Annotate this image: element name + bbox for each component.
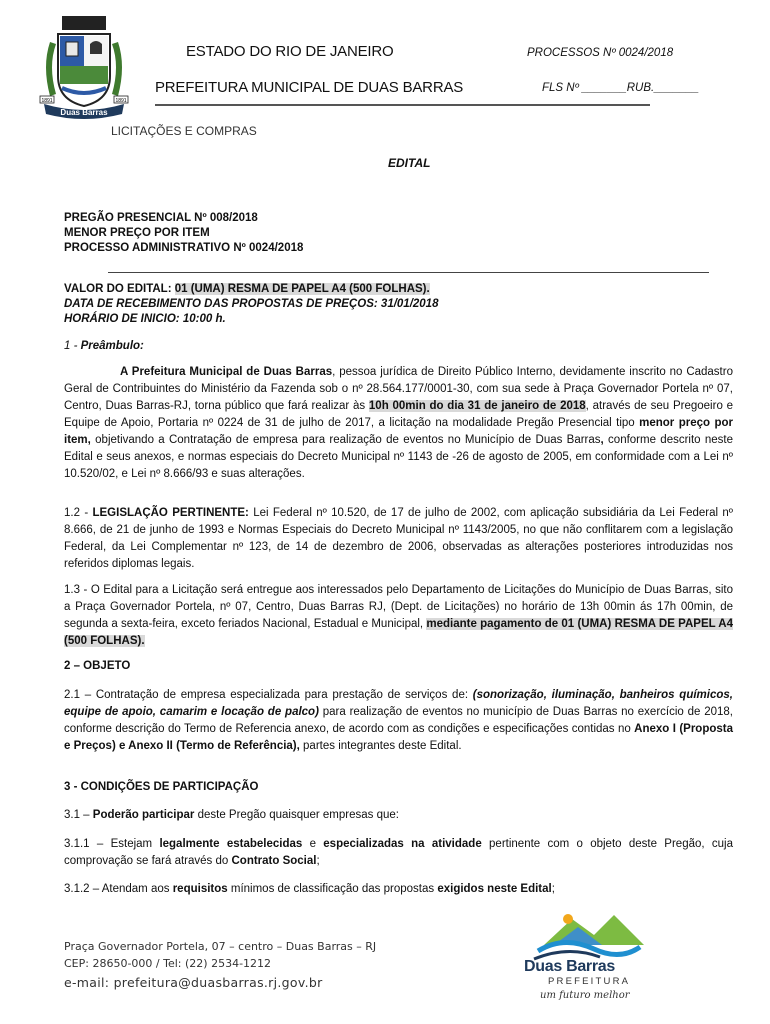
text: para realização de eventos no município de Duas Barras no exercício de 2018, conforme descrição do Termo de Referencia anexo, de acordo com as condições e especificações contidas no [64,706,734,735]
header-divider [155,104,650,106]
text-bold: Contrato Social [231,855,317,867]
coat-of-arms-icon [36,16,132,126]
section-1-heading [64,338,733,355]
text-bold: Poderão participar [92,809,195,821]
text-bold: requisitos [172,883,228,895]
text-bold: LEGISLAÇÃO PERTINENTE: [92,507,249,519]
section-1-number: 1 - [64,340,81,352]
text-bold: , [600,434,604,446]
text: 2.1 – Contratação de empresa especializada para prestação de serviços de: [64,689,473,701]
section-2-heading: 2 – OBJETO [64,660,131,672]
text: pertinente com o objeto deste Pregão, cuja comprovação se fará através do [64,838,733,867]
paragraph-2-1 [64,687,733,755]
text-bold: Anexo I (Proposta e Preços) e Anexo II (Termo de Referência), [64,723,733,752]
document-title: EDITAL [388,156,431,170]
logo-subtitle: PREFEITURA [548,976,631,987]
paragraph-1-2 [64,505,733,573]
text: Lei Federal nº 10.520, de 17 de julho de 2002, com aplicação subsidiária da Lei Federal nº 8.666, de 21 de junho de 1993 e Normas Especiais do Decreto Municipal nº 1143/2005, no que não conflitarem com a legislação Federal, da Lei Complementar nº 123, de 14 de dezembro de 2006, observadas as alterações posteriores introduzidas nos referidos diplomas legais. [64,507,733,570]
crest-left-date: 1891 [41,98,53,104]
text: deste Pregão quaisquer empresas que: [194,809,399,821]
section-label: LICITAÇÕES E COMPRAS [111,124,257,138]
text: 3.1 – [64,809,93,821]
paragraph-3-1-2 [64,881,733,898]
header-city: PREFEITURA MUNICIPAL DE DUAS BARRAS [155,79,464,96]
text: conforme descrito neste Edital e seus anexos, e normas especiais do Decreto Municipal nº 1143 de -26 de agosto de 2005, em conformidade com a Lei nº 10.520/02, e Lei nº 8.666/93 e suas alterações. [64,434,733,480]
text-bold: legalmente estabelecidas [159,838,303,850]
header-state: ESTADO DO RIO DE JANEIRO [186,43,394,60]
text-bold: especializadas na atividade [323,838,482,850]
text-highlight: 10h 00min do dia 31 de janeiro de 2018 [368,400,586,412]
processo-administrativo: PROCESSO ADMINISTRATIVO Nº 0024/2018 [64,242,304,254]
text-bold: exigidos neste Edital [437,883,552,895]
text-highlight: mediante pagamento de 01 (UMA) RESMA DE PAPEL A4 (500 FOLHAS). [64,618,733,647]
header-fls: FLS Nº _______RUB._______ [542,82,700,94]
text-bold: A Prefeitura Municipal de Duas Barras [120,366,333,378]
data-recebimento: DATA DE RECEBIMENTO DAS PROPOSTAS DE PREÇOS: 31/01/2018 [64,298,439,310]
footer-address: Praça Governador Portela, 07 – centro – Duas Barras – RJ [64,940,377,953]
paragraph-preambulo [64,364,733,483]
crest-ribbon-text: Duas Barras [60,108,108,117]
text: , pessoa jurídica de Direito Público Interno, devidamente inscrito no Cadastro Geral de Contribuintes do Ministério da Fazenda sob o nº 28.564.177/0001-30, com sua sede à Praça Governador Portela nº 07, Centro, Duas Barras-RJ, torna público que fará realizar às [64,366,733,412]
pregao-number: PREGÃO PRESENCIAL Nº 008/2018 [64,212,258,224]
crest-right-date: 1891 [115,98,127,104]
valor-value: 01 (UMA) RESMA DE PAPEL A4 (500 FOLHAS). [174,283,430,295]
text: 1.3 - O Edital para a Licitação será entregue aos interessados pelo Departamento de Licitações do Município de Duas Barras, sito a Praça Governador Portela, nº 07, Centro, Duas Barras RJ, (Dept. de Licitações) no horário de 13h 00min ás 17h 00min, de segunda a sexta-feira, exceto feriados Nacional, Estadual e Municipal, [64,584,733,630]
meta-divider [108,272,709,273]
text: mínimos de classificação das propostas [227,883,438,895]
text: ; [551,883,555,895]
text: objetivando a Contratação de empresa para realização de eventos no Município de Duas Barras [90,434,601,446]
footer-cep: CEP: 28650-000 / Tel: (22) 2534-1212 [64,957,272,970]
valor-do-edital [64,282,430,297]
logo-tagline: um futuro melhor [540,990,630,1001]
text: partes integrantes deste Edital. [299,740,462,752]
text: 3.1.2 – Atendam aos [64,883,173,895]
section-3-heading: 3 - CONDIÇÕES DE PARTICIPAÇÃO [64,781,259,793]
footer-email: e-mail: prefeitura@duasbarras.rj.gov.br [64,975,323,990]
paragraph-3-1-1 [64,836,733,870]
section-1-title: Preâmbulo: [80,340,144,352]
text: , através de seu Pregoeiro e Equipe de Apoio, Portaria nº 0224 de 31 de julho de 2017, a licitação na modalidade Pregão Presencial tipo [64,400,733,429]
text-bold-italic: (sonorização, iluminação, banheiros químicos, equipe de apoio, camarim e locação de palco) [64,689,733,718]
paragraph-1-3 [64,582,733,650]
horario-inicio: HORÁRIO DE INICIO: 10:00 h. [64,313,226,325]
menor-preco: MENOR PREÇO POR ITEM [64,227,210,239]
text: ; [316,855,320,867]
paragraph-3-1 [64,807,733,824]
text: 3.1.1 – Estejam [64,838,160,850]
text: e [302,838,324,850]
valor-label: VALOR DO EDITAL: [64,283,175,295]
logo-brand: Duas Barras [524,958,615,975]
text: 1.2 - [64,507,93,519]
text-bold: menor preço por item, [64,417,733,446]
header-process-number: PROCESSOS Nº 0024/2018 [527,47,674,59]
